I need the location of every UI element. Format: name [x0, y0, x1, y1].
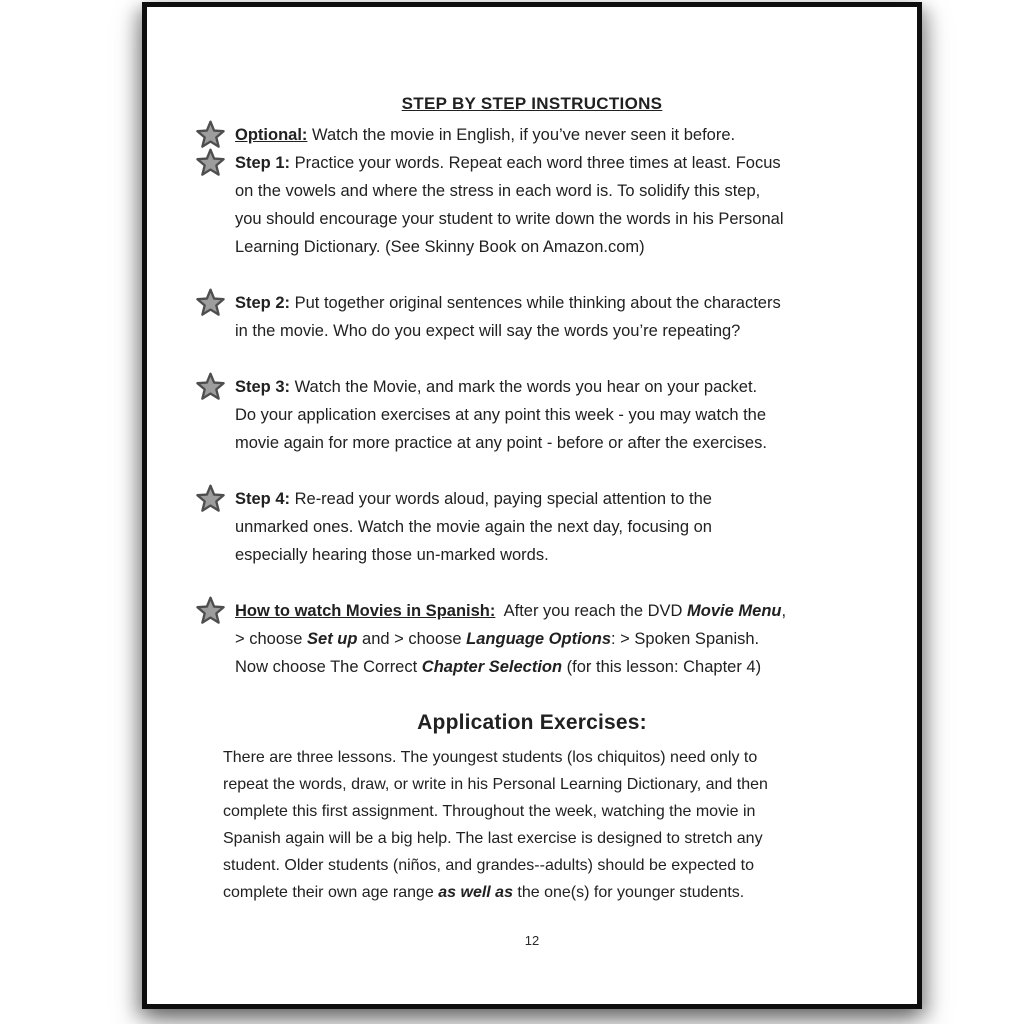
text-line — [235, 429, 917, 457]
steps-list — [235, 121, 917, 681]
text-segment: Watch the Movie, and mark the words you hear on your packet. — [290, 378, 758, 396]
text-segment: complete their own age range — [223, 884, 439, 901]
text-segment: Watch the movie in English, if you’ve never seen it before. — [307, 126, 736, 144]
text-line — [235, 177, 917, 205]
text-segment: you should encourage your student to write down the words in his Personal — [235, 210, 784, 228]
star-icon — [195, 483, 226, 514]
page-title: STEP BY STEP INSTRUCTIONS — [401, 94, 663, 113]
text-segment: in the movie. Who do you expect will say the words you’re repeating? — [235, 322, 741, 340]
text-segment: Step 2: — [235, 294, 291, 312]
step-item-step-4 — [235, 485, 917, 569]
text-segment: Set up — [307, 630, 358, 648]
text-line — [235, 317, 917, 345]
text-segment: especially hearing those un-marked words. — [235, 546, 549, 564]
text-line — [235, 541, 917, 569]
text-line — [235, 625, 917, 653]
text-line — [235, 233, 917, 261]
step-item-optional — [235, 121, 917, 149]
text-segment: on the vowels and where the stress in each word is. To solidify this step, — [235, 182, 761, 200]
step-item-step-1 — [235, 149, 917, 261]
text-line — [235, 513, 917, 541]
text-line — [235, 121, 917, 149]
text-segment: How to watch Movies in Spanish: — [235, 602, 496, 620]
text-line — [223, 798, 917, 825]
text-segment: Optional: — [235, 126, 308, 144]
text-segment: , — [781, 602, 787, 620]
text-segment: Spanish again will be a big help. The last exercise is designed to stretch any — [223, 830, 763, 847]
application-paragraph — [223, 744, 917, 906]
text-segment: Now choose The Correct — [235, 658, 422, 676]
text-line — [235, 289, 917, 317]
step-text — [235, 485, 917, 569]
text-segment: as well as — [438, 884, 513, 901]
star-icon — [195, 287, 226, 318]
step-text — [235, 121, 917, 149]
text-line — [223, 852, 917, 879]
document-page — [142, 2, 922, 1009]
star-icon — [195, 147, 226, 178]
text-line — [235, 373, 917, 401]
text-segment: Step 3: — [235, 378, 291, 396]
text-segment: student. Older students (niños, and grandes--adults) should be expected to — [223, 857, 754, 874]
step-item-step-3 — [235, 373, 917, 457]
text-segment: movie again for more practice at any point - before or after the exercises. — [235, 434, 767, 452]
star-icon — [195, 595, 226, 626]
step-text — [235, 149, 917, 261]
text-segment: : > Spoken Spanish. — [611, 630, 760, 648]
text-segment: repeat the words, draw, or write in his Personal Learning Dictionary, and then — [223, 776, 768, 793]
step-text — [235, 597, 917, 681]
text-segment: There are three lessons. The youngest students (los chiquitos) need only to — [223, 749, 758, 766]
step-item-step-2 — [235, 289, 917, 345]
step-text — [235, 289, 917, 345]
text-line — [235, 205, 917, 233]
text-line — [223, 744, 917, 771]
section-heading-application-exercises: Application Exercises: — [417, 711, 647, 734]
text-segment: Movie Menu — [687, 602, 782, 620]
text-line — [235, 597, 917, 625]
text-segment: and > choose — [357, 630, 467, 648]
page-number: 12 — [524, 933, 540, 948]
text-line — [235, 149, 917, 177]
text-segment: Step 4: — [235, 490, 291, 508]
text-segment: Practice your words. Repeat each word three times at least. Focus — [290, 154, 781, 172]
text-segment: Learning Dictionary. (See Skinny Book on Amazon.com) — [235, 238, 645, 256]
text-segment: Re-read your words aloud, paying special attention to the — [290, 490, 712, 508]
text-segment: After you reach the DVD — [495, 602, 688, 620]
step-text — [235, 373, 917, 457]
text-line — [223, 879, 917, 906]
text-segment: unmarked ones. Watch the movie again the next day, focusing on — [235, 518, 712, 536]
text-line — [235, 653, 917, 681]
text-segment: Language Options — [466, 630, 611, 648]
text-line — [223, 771, 917, 798]
star-icon — [195, 119, 226, 150]
step-item-how-to-watch — [235, 597, 917, 681]
star-icon — [195, 371, 226, 402]
text-segment: Put together original sentences while thinking about the characters — [290, 294, 781, 312]
text-line — [223, 825, 917, 852]
text-segment: Do your application exercises at any point this week - you may watch the — [235, 406, 767, 424]
text-segment: complete this first assignment. Throughout the week, watching the movie in — [223, 803, 756, 820]
text-segment: > choose — [235, 630, 308, 648]
text-segment: Chapter Selection — [421, 658, 563, 676]
text-line — [235, 401, 917, 429]
text-line — [235, 485, 917, 513]
text-segment: (for this lesson: Chapter 4) — [562, 658, 762, 676]
text-segment: Step 1: — [235, 154, 291, 172]
text-segment: the one(s) for younger students. — [512, 884, 745, 901]
